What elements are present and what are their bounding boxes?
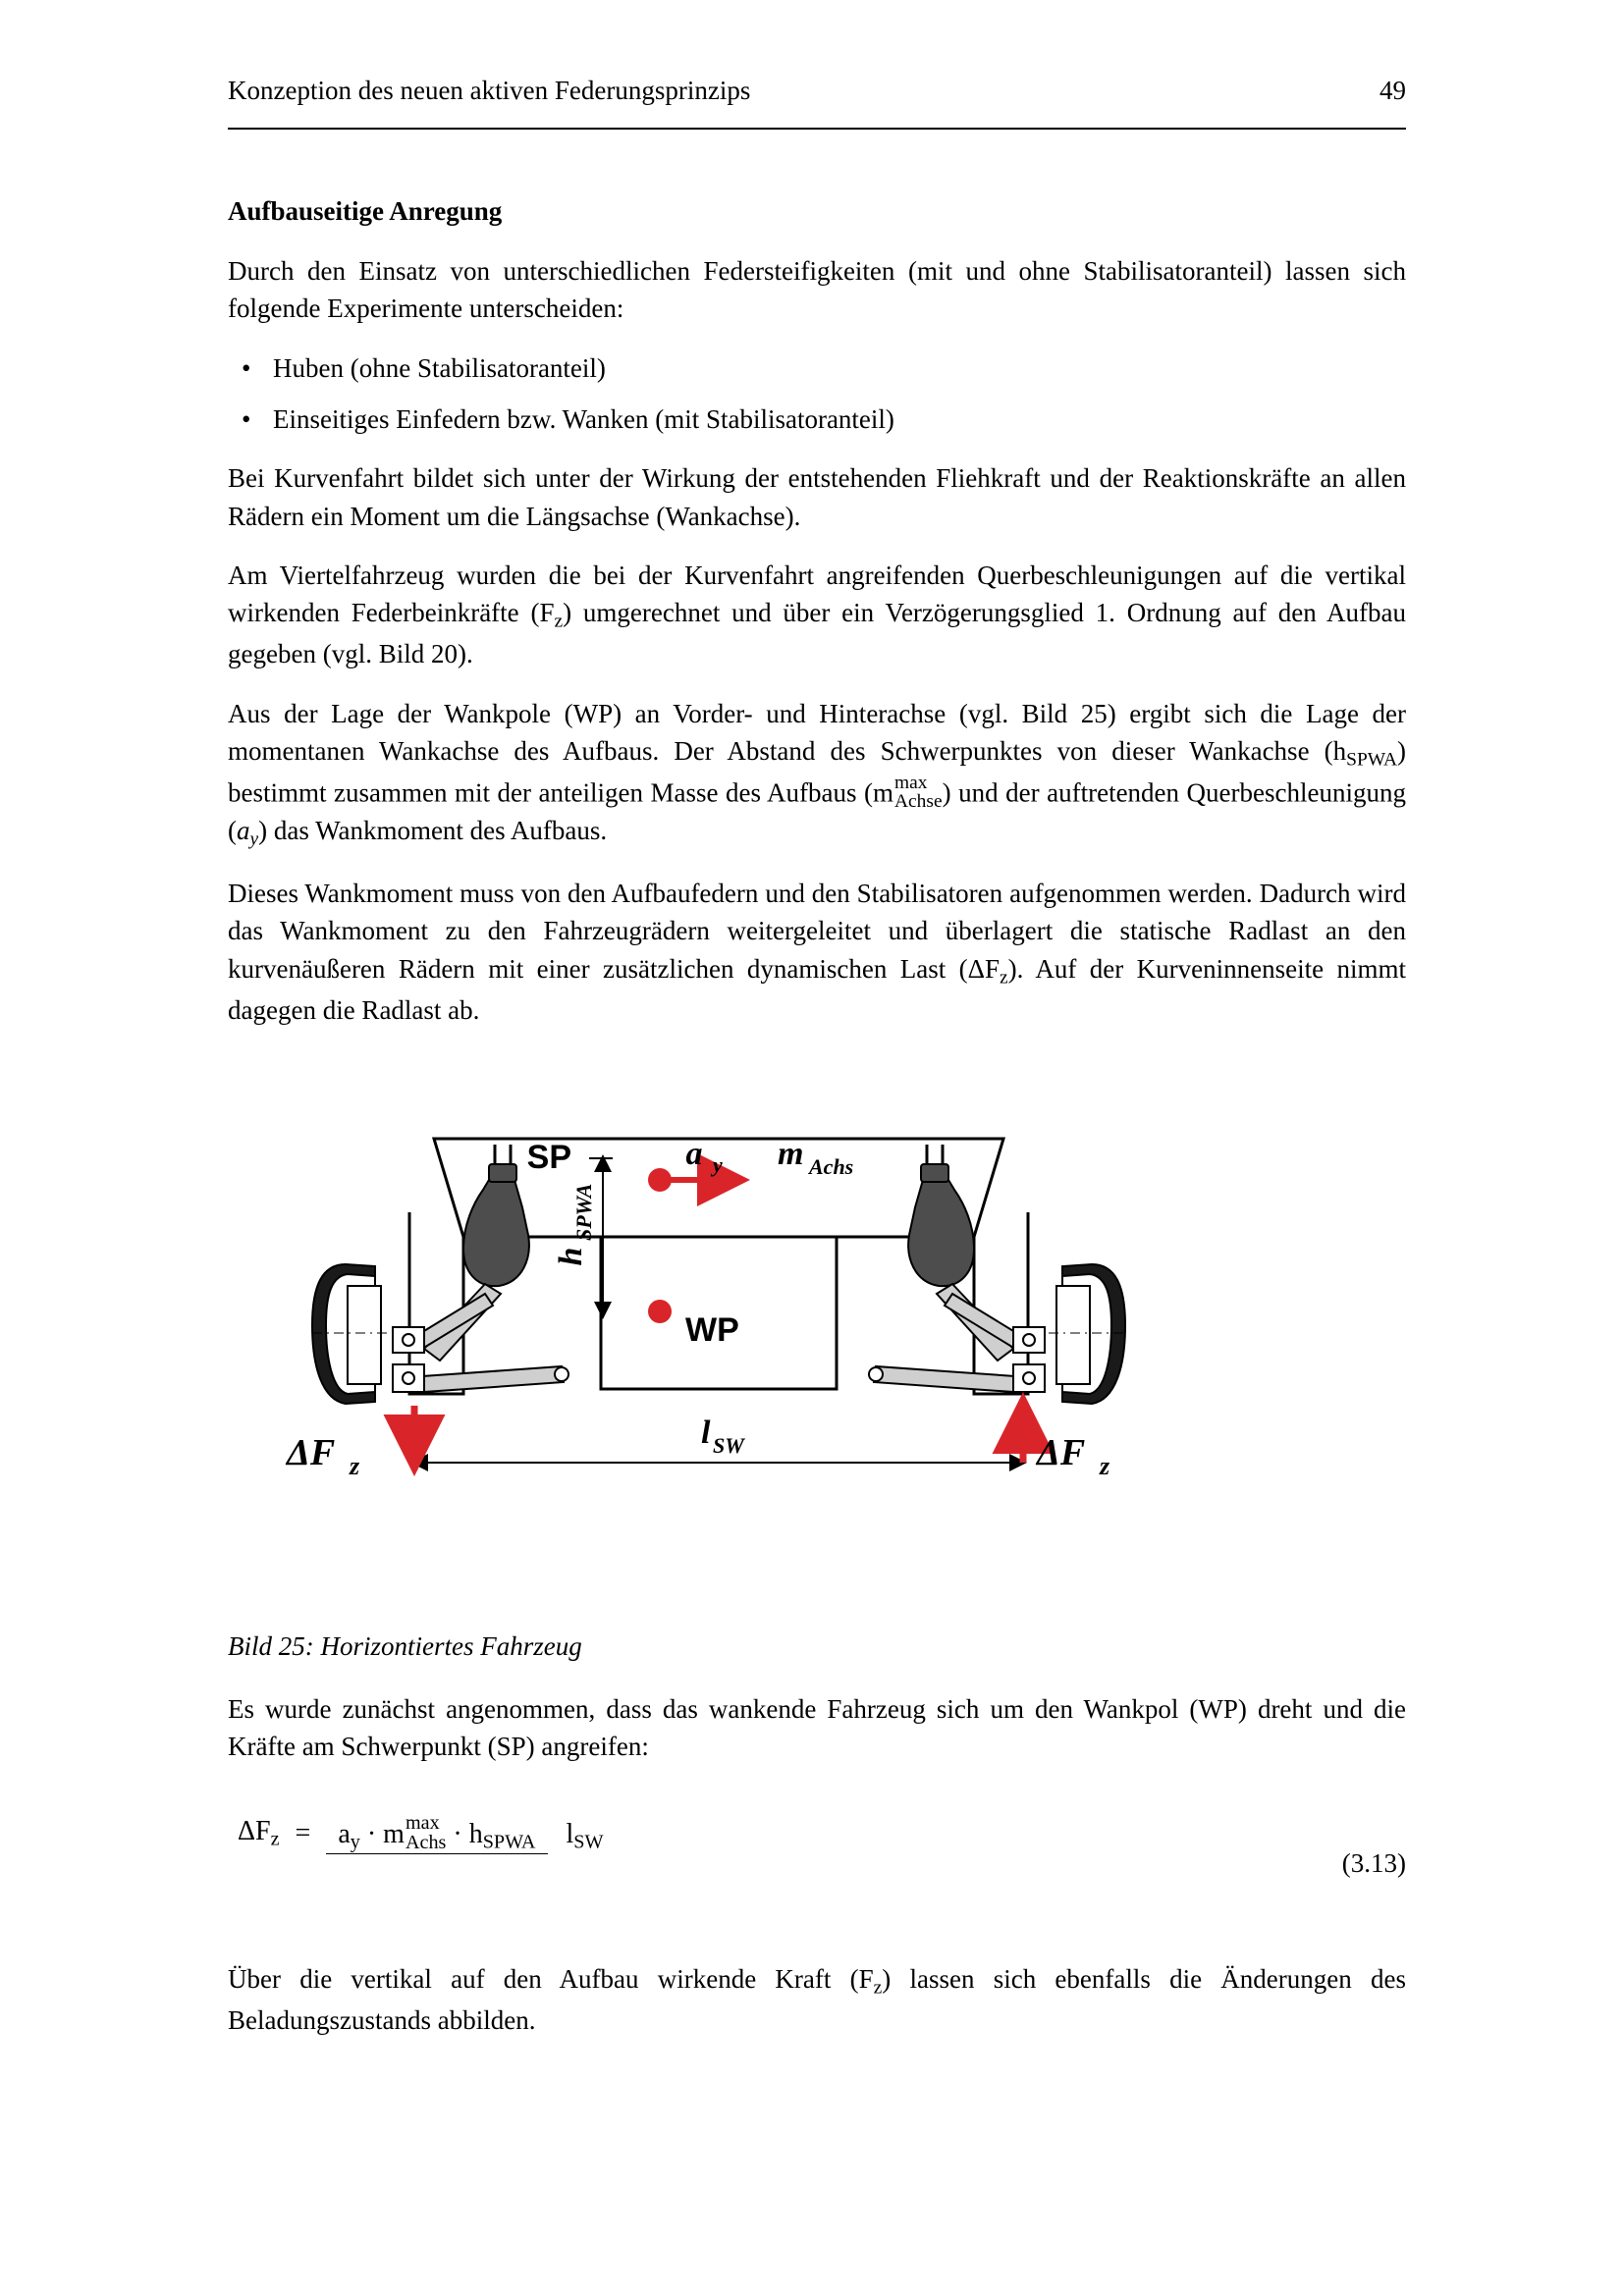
list-item-label: Huben (ohne Stabilisatoranteil) — [273, 352, 606, 383]
paragraph-3-part-a: Am Viertelfahrzeug wurden die bei der Kurvenfahrt angreifenden Querbeschleunigungen auf die vertikal wirkenden Federbeinkräfte (F — [228, 560, 1406, 628]
paragraph-4-part-a: Aus der Lage der Wankpole (WP) an Vorder- und Hinterachse (vgl. Bild 25) ergibt sich die Lage der momentanen Wankachse des Aufbaus. Der Abstand des Schwerpunktes von dieser Wankachse (h — [228, 698, 1406, 766]
paragraph-4-subscript-spwa: SPWA — [1346, 749, 1397, 771]
svg-text:ΔF: ΔF — [1037, 1432, 1086, 1473]
paragraph-4-subscript-achse: Achse — [894, 791, 943, 813]
paragraph-4-part-c: ) und der auftretenden Querbeschleunigung ( — [228, 777, 1406, 845]
equation-num-h: h — [468, 1818, 483, 1849]
main-content-top — [228, 196, 1406, 1050]
svg-text:SW: SW — [713, 1433, 744, 1458]
paragraph-4-mass-superscript-subscript — [894, 774, 943, 812]
svg-text:SPWA: SPWA — [571, 1183, 596, 1241]
paragraph-4-part-d: ) das Wankmoment des Aufbaus. — [258, 815, 608, 845]
equation-num-m-stack — [406, 1813, 446, 1852]
paragraph-1: Durch den Einsatz von unterschiedlichen Federsteifigkeiten (mit und ohne Stabilisatoranteil) lassen sich folgende Experimente unterscheiden: — [228, 256, 1406, 324]
vehicle-diagram-svg — [228, 1119, 1406, 1610]
svg-text:l: l — [701, 1415, 711, 1451]
page-header — [228, 77, 1406, 130]
svg-text:m: m — [778, 1136, 804, 1172]
section-heading: Aufbauseitige Anregung — [228, 196, 503, 226]
equation-denominator — [555, 1815, 616, 1853]
equation-num-m: m — [383, 1818, 405, 1849]
equation-expression — [238, 1813, 616, 1854]
main-content-bottom — [228, 1690, 1406, 2060]
equation-num-h-sub: SPWA — [482, 1831, 536, 1853]
equation-num-a: a — [338, 1818, 351, 1849]
paragraph-5-subscript: z — [1000, 967, 1008, 988]
equation-lhs-subscript: z — [270, 1828, 280, 1850]
label-sp: SP — [526, 1139, 571, 1176]
paragraph-4 — [228, 695, 1406, 853]
roll-center-marker — [648, 1300, 672, 1323]
equation-num-m-sub: Achs — [405, 1831, 447, 1853]
svg-text:z: z — [1100, 1452, 1110, 1480]
equation-lhs — [238, 1816, 280, 1851]
paragraph-4-superscript-max: max — [894, 773, 928, 794]
paragraph-7-part-a: Über die vertikal auf den Aufbau wirkende Kraft (F — [228, 1963, 874, 1994]
label-delta-fz-right — [1035, 1432, 1110, 1480]
header-title: Konzeption des neuen aktiven Federungsprinzips — [228, 76, 751, 105]
svg-text:h: h — [553, 1247, 589, 1266]
paragraph-3 — [228, 557, 1406, 673]
equation-num-dot-1: · — [366, 1818, 377, 1849]
paragraph-4-part-b: ) bestimmt zusammen mit der anteiligen Masse des Aufbaus (m — [228, 735, 1406, 808]
paragraph-7 — [228, 1960, 1406, 2039]
paragraph-4-subscript-y: y — [249, 828, 259, 850]
svg-text:Achs: Achs — [809, 1154, 854, 1179]
equation-num-a-sub: y — [350, 1831, 360, 1853]
page-number: 49 — [1380, 76, 1406, 105]
paragraph-5-part-b: ). Auf der Kurveninnenseite nimmt dagegen die Radlast ab. — [228, 953, 1406, 1025]
equation-fraction — [326, 1813, 615, 1854]
equation-number: (3.13) — [1341, 1847, 1406, 1878]
equation-num-m-sup: max — [405, 1811, 440, 1834]
paragraph-3-subscript: z — [554, 611, 564, 632]
paragraph-5-part-a: Dieses Wankmoment muss von den Aufbaufedern und den Stabilisatoren aufgenommen werden. Dadurch wird das Wankmoment zu den Fahrzeugrädern weitergeleitet und überlagert die statische Radlast an den kurvenäußeren Rädern mit einer zusätzlichen dynamischen Last (ΔF — [228, 878, 1406, 984]
label-lsw — [701, 1415, 745, 1458]
equation-3-13 — [228, 1813, 1406, 1921]
label-wp: WP — [685, 1311, 739, 1349]
label-delta-fz-left — [285, 1432, 360, 1480]
equation-den-l: l — [566, 1818, 574, 1849]
paragraph-7-part-b: ) lassen sich ebenfalls die Änderungen des Beladungszustands abbilden. — [228, 1963, 1406, 2035]
svg-text:y: y — [713, 1152, 723, 1177]
equation-num-dot-2: · — [453, 1818, 462, 1849]
figure-caption: Bild 25: Horizontiertes Fahrzeug — [228, 1631, 582, 1661]
equation-lhs-symbol: ΔF — [238, 1815, 271, 1846]
equation-numerator — [326, 1811, 547, 1854]
paragraph-4-italic-a: a — [237, 815, 250, 845]
figure-canvas — [228, 1119, 1406, 1610]
list-item — [228, 349, 1406, 387]
paragraph-3-part-b: ) umgerechnet und über ein Verzögerungsglied 1. Ordnung auf den Aufbau gegeben (vgl. Bild 20). — [228, 598, 1406, 669]
paragraph-6: Es wurde zunächst angenommen, dass das wankende Fahrzeug sich um den Wankpol (WP) dreht und die Kräfte am Schwerpunkt (SP) angreifen: — [228, 1694, 1406, 1762]
figure-block — [228, 1119, 1406, 1662]
list-item — [228, 400, 1406, 438]
paragraph-2: Bei Kurvenfahrt bildet sich unter der Wirkung der entstehenden Fliehkraft und der Reaktionskräfte an allen Rädern ein Moment um die Längsachse (Wankachse). — [228, 463, 1406, 531]
svg-text:a: a — [685, 1136, 703, 1172]
equation-equals: = — [295, 1817, 311, 1848]
paragraph-7-subscript: z — [873, 1977, 883, 1999]
equation-den-sub: SW — [573, 1831, 604, 1853]
list-item-label: Einseitiges Einfedern bzw. Wanken (mit Stabilisatoranteil) — [273, 403, 894, 434]
svg-text:z: z — [350, 1452, 360, 1480]
paragraph-5 — [228, 875, 1406, 1029]
bullet-list — [228, 349, 1406, 439]
svg-text:ΔF: ΔF — [287, 1432, 336, 1473]
